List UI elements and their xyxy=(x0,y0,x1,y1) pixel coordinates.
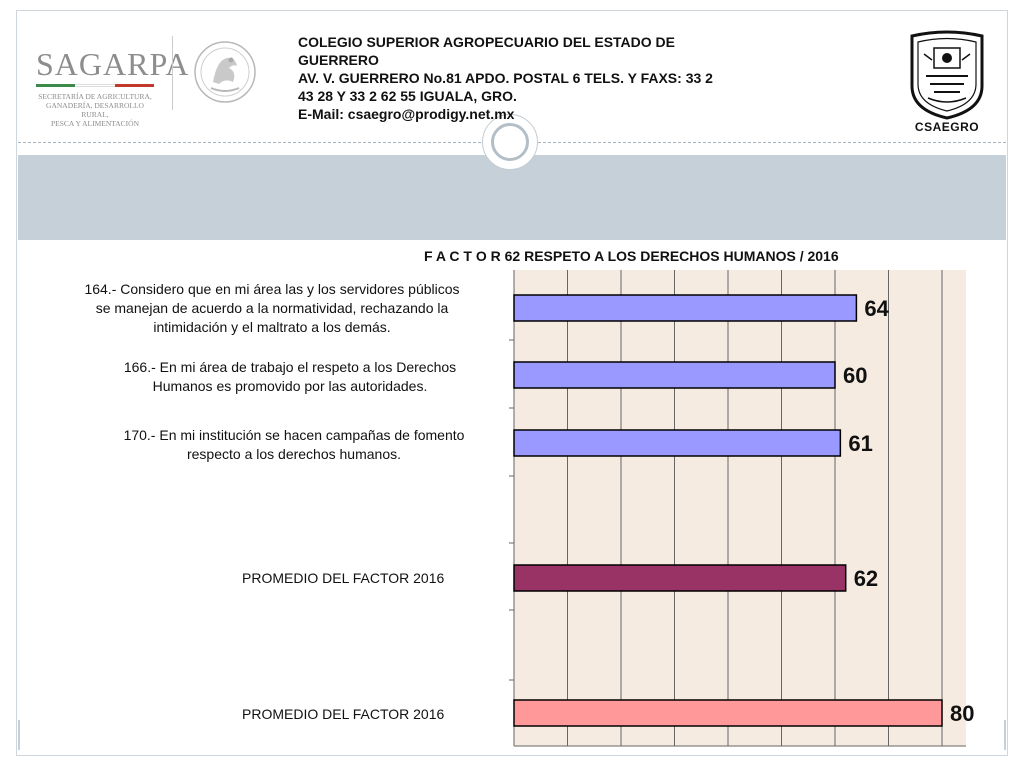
plot-area xyxy=(514,270,966,746)
bar-question xyxy=(514,362,835,388)
bar-question xyxy=(514,430,840,456)
overall-average-label: PROMEDIO DEL FACTOR 2016 xyxy=(242,706,445,722)
institution-line: GUERRERO xyxy=(298,52,379,68)
sagarpa-wordmark: SAGARPA xyxy=(36,46,190,82)
question-label-line: Humanos es promovido por las autoridades. xyxy=(152,378,428,394)
sagarpa-subtitle-line: GANADERÍA, DESARROLLO RURAL, xyxy=(46,101,144,119)
bar-value-label: 80 xyxy=(950,701,975,726)
sagarpa-subtitle-line: PESCA Y ALIMENTACIÓN xyxy=(50,119,139,128)
bar-question xyxy=(514,295,856,321)
question-label-line: se manejan de acuerdo a la normatividad, rechazando la xyxy=(95,300,449,316)
bar-value-label: 60 xyxy=(843,363,868,388)
institution-line: 43 28 Y 33 2 62 55 IGUALA, GRO. xyxy=(298,88,517,104)
question-label-line: 166.- En mi área de trabajo el respeto a los Derechos xyxy=(123,359,457,375)
question-label-line: respecto a los derechos humanos. xyxy=(186,446,401,462)
factor-average-label: PROMEDIO DEL FACTOR 2016 xyxy=(242,570,445,586)
bar-value-label: 62 xyxy=(853,566,879,591)
chart-title: F A C T O R 62 RESPETO A LOS DERECHOS HUMANOS / 2016 xyxy=(424,248,839,264)
bar-overall_avg xyxy=(514,700,942,726)
institution-email: E-Mail: csaegro@prodigy.net.mx xyxy=(298,106,515,122)
question-label-line: 170.- En mi institución se hacen campañas de fomento xyxy=(123,427,465,443)
bar-value-label: 61 xyxy=(848,431,873,456)
bar-factor_avg xyxy=(514,565,846,591)
question-label-line: intimidación y el maltrato a los demás. xyxy=(153,319,391,335)
bar-value-label: 64 xyxy=(864,296,889,321)
csaegro-name: CSAEGRO xyxy=(914,120,980,134)
institution-line: COLEGIO SUPERIOR AGROPECUARIO DEL ESTADO DE xyxy=(298,34,676,50)
institution-line: AV. V. GUERRERO No.81 APDO. POSTAL 6 TELS. Y FAXS: 33 2 xyxy=(298,70,713,86)
sagarpa-subtitle-line: SECRETARÍA DE AGRICULTURA, xyxy=(38,92,152,101)
question-label-line: 164.- Considero que en mi área las y los servidores públicos xyxy=(84,281,460,297)
